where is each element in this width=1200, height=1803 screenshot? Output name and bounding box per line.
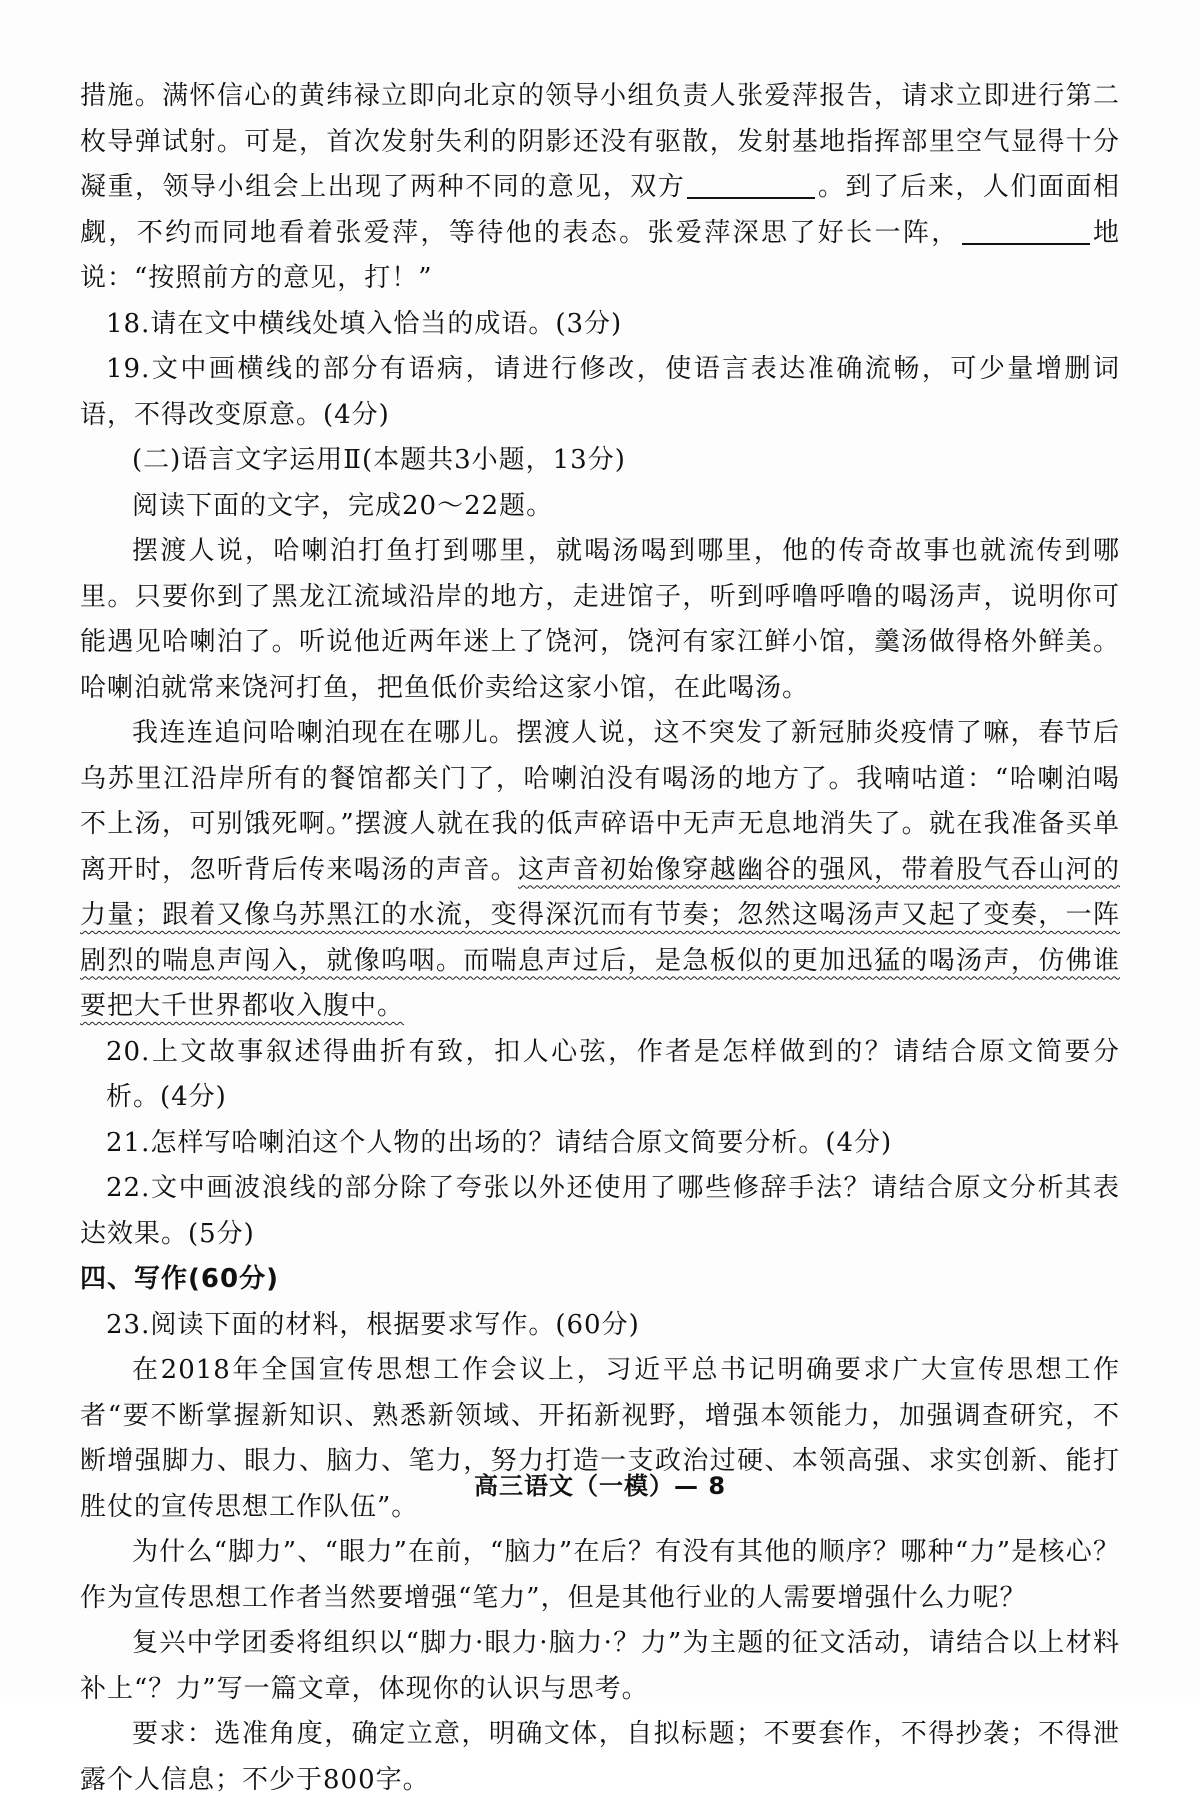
writing-material-1: 在2018年全国宣传思想工作会议上，习近平总书记明确要求广大宣传思想工作者“要不断掌握新知识、熟悉新领域、开拓新视野，增强本领能力，加强调查研究，不断增强脚力、眼力、脑力、笔力，努力打造一支政治过硬、本领高强、求实创新、能打胜仗的宣传思想工作队伍”。	[80, 1355, 1120, 1522]
question-21: 21.怎样写哈喇泊这个人物的出场的？请结合原文简要分析。(4分)	[106, 1127, 893, 1158]
question-18: 18.请在文中横线处填入恰当的成语。(3分)	[106, 308, 623, 339]
section-2-instruction: 阅读下面的文字，完成20～22题。	[132, 490, 554, 521]
page-footer: 高三语文（一模）— 8	[473, 1472, 727, 1500]
question-20: 20.上文故事叙述得曲折有致，扣人心弦，作者是怎样做到的？请结合原文简要分析。(4分)	[106, 1036, 1120, 1112]
question-22: 22.文中画波浪线的部分除了夸张以外还使用了哪些修辞手法？请结合原文分析其表达效果。(5分)	[80, 1173, 1120, 1249]
writing-section-heading: 四、写作(60分)	[80, 1264, 279, 1294]
story-paragraph-1: 摆渡人说，哈喇泊打鱼打到哪里，就喝汤喝到哪里，他的传奇故事也就流传到哪里。只要你到了黑龙江流域沿岸的地方，走进馆子，听到呼噜呼噜的喝汤声，说明你可能遇见哈喇泊了。听说他近两年迷上了饶河，饶河有家江鲜小馆，羹汤做得格外鲜美。哈喇泊就常来饶河打鱼，把鱼低价卖给这家小馆，在此喝汤。	[80, 536, 1120, 703]
passage-text-c: 地说：“按照前方的意见，打！”	[80, 217, 1120, 293]
page-content	[80, 74, 1120, 1803]
passage-text-a: 措施。满怀信心的黄纬禄立即向北京的领导小组负责人张爱萍报告，请求立即进行第二枚导弹试射。可是，首次发射失利的阴影还没有驱散，发射基地指挥部里空气显得十分凝重，领导小组会上出现了两种不同的意见，双方	[80, 81, 1120, 202]
writing-material-2: 为什么“脚力”、“眼力”在前，“脑力”在后？有没有其他的顺序？哪种“力”是核心？作为宣传思想工作者当然要增强“笔力”，但是其他行业的人需要增强什么力呢？	[80, 1537, 1120, 1613]
wavy-underlined-passage: 这声音初始像穿越幽谷的强风，带着股气吞山河的力量；跟着又像乌苏黑江的水流，变得深沉而有节奏；忽然这喝汤声又起了变奏，一阵剧烈的喘息声闯入，就像呜咽。而喘息声过后，是急板似的更加迅猛的喝汤声，仿佛谁要把大千世界都收入腹中。	[80, 854, 1120, 1021]
section-2-heading: (二)语言文字运用Ⅱ(本题共3小题，13分)	[132, 445, 626, 475]
story-paragraph-2	[80, 711, 1120, 1030]
answer-blank-1[interactable]	[687, 173, 815, 199]
writing-requirements: 要求：选准角度，确定立意，明确文体，自拟标题；不要套作，不得抄袭；不得泄露个人信息；不少于800字。	[80, 1719, 1120, 1795]
answer-blank-2[interactable]	[962, 219, 1090, 245]
story-paragraph-2-text: 我连连追问哈喇泊现在在哪儿。摆渡人说，这不突发了新冠肺炎疫情了嘛，春节后乌苏里江沿岸所有的餐馆都关门了，哈喇泊没有喝汤的地方了。我喃咕道：“哈喇泊喝不上汤，可别饿死啊。”摆渡人就在我的低声碎语中无声无息地消失了。就在我准备买单离开时，忽听背后传来喝汤的声音。	[80, 718, 1120, 885]
question-19: 19.文中画横线的部分有语病，请进行修改，使语言表达准确流畅，可少量增删词语，不得改变原意。(4分)	[80, 354, 1120, 430]
passage-text-b: 。到了后来，人们面面相觑，不约而同地看着张爱萍，等待他的表态。张爱萍深思了好长一阵，	[80, 172, 1120, 248]
writing-material-3: 复兴中学团委将组织以“脚力·眼力·脑力·？力”为主题的征文活动，请结合以上材料补上“？力”写一篇文章，体现你的认识与思考。	[80, 1628, 1120, 1704]
passage-continuation	[80, 74, 1120, 302]
question-23: 23.阅读下面的材料，根据要求写作。(60分)	[106, 1309, 640, 1340]
